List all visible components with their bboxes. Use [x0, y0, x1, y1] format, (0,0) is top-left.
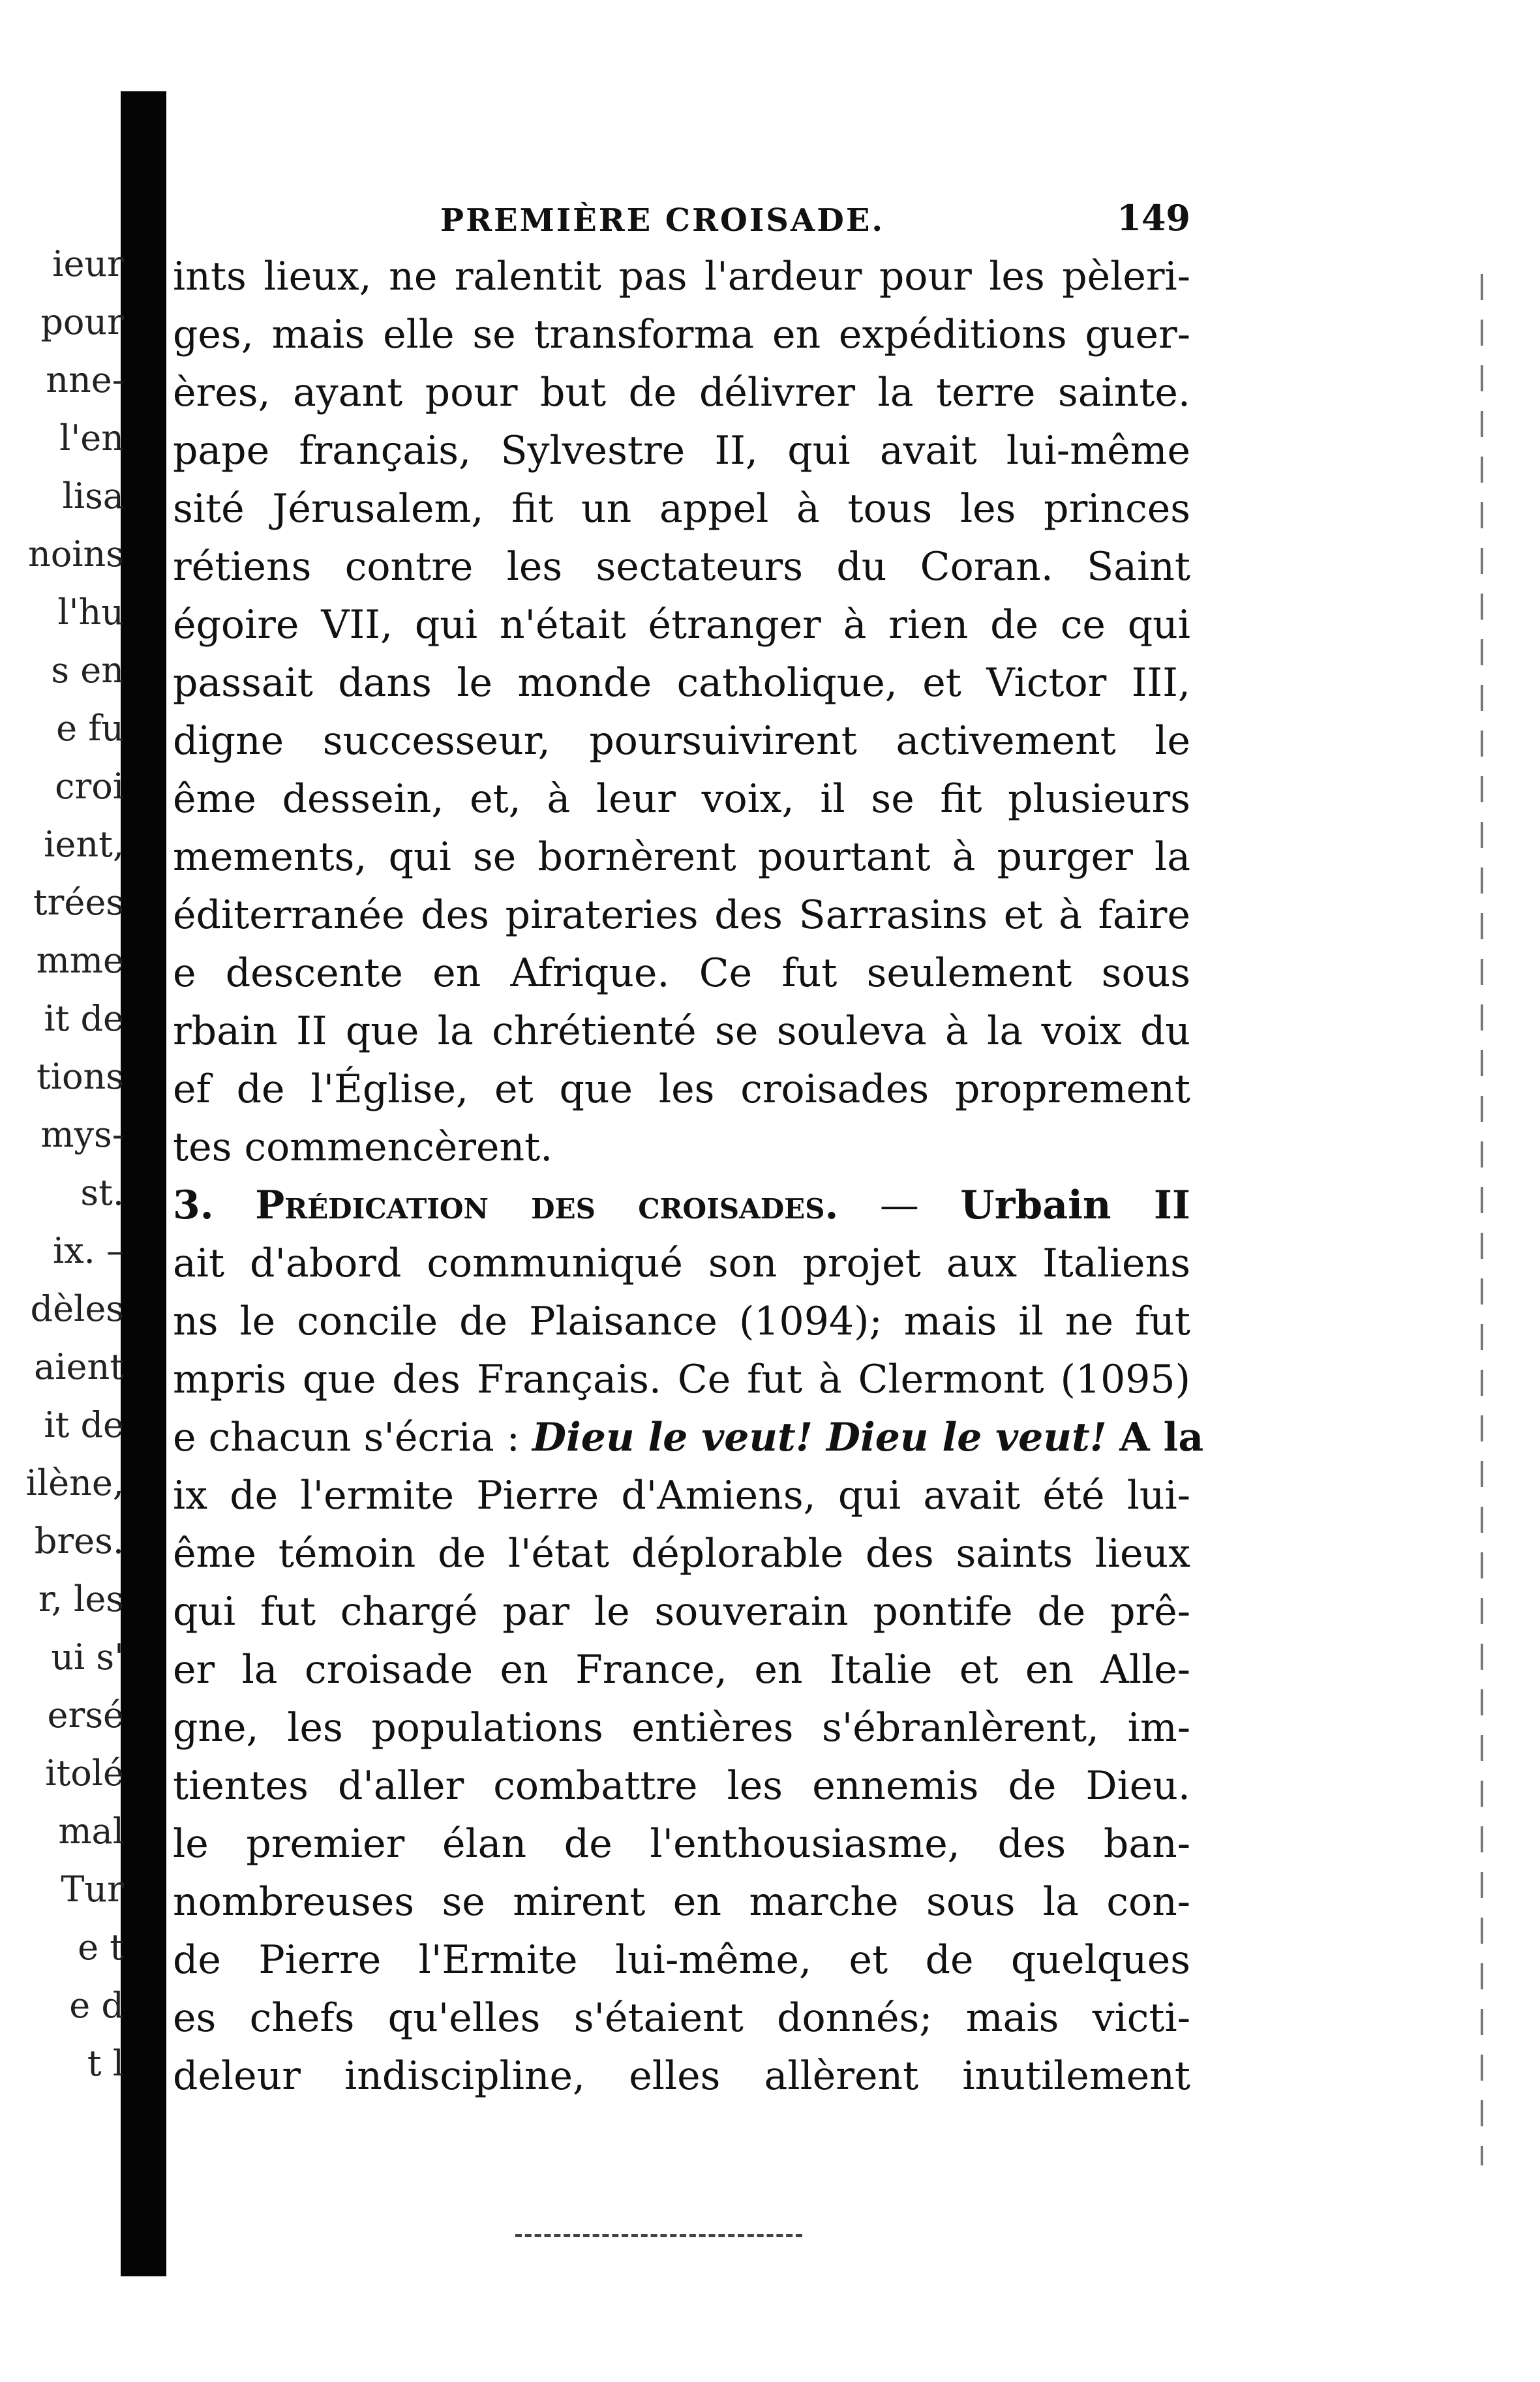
adjacent-page-fragment: trées	[33, 882, 124, 923]
paragraph-1	[173, 248, 1190, 1177]
text-line: ême témoin de l'état déplorable des saints lieux	[173, 1531, 1190, 1576]
section-first-line-rest: Urbain II	[960, 1183, 1190, 1228]
text-line: er la croisade en France, en Italie et en Alle-	[173, 1647, 1190, 1693]
page-number: 149	[1117, 197, 1190, 239]
text-line: égoire VII, qui n'était étranger à rien de ce qui	[173, 602, 1190, 648]
adjacent-page-fragment: ui s'	[51, 1636, 124, 1678]
adjacent-page-fragment: pour	[40, 301, 124, 342]
adjacent-page-fragment: mys-	[40, 1114, 124, 1155]
text-line: sité Jérusalem, fit un appel à tous les princes	[173, 486, 1190, 532]
adjacent-page-fragment: e fu	[56, 708, 124, 749]
adjacent-page-fragment: mal	[58, 1811, 124, 1852]
page-header	[166, 189, 1197, 241]
text-line: mements, qui se bornèrent pourtant à purger la	[173, 834, 1190, 880]
adjacent-page-fragment: l'hu	[57, 592, 124, 633]
text-line: ges, mais elle se transforma en expéditions guer-	[173, 312, 1190, 357]
text-line: tes commencèrent.	[173, 1124, 553, 1170]
text-line-end: A la	[1119, 1415, 1204, 1460]
adjacent-page-fragment: t l	[87, 2043, 124, 2084]
adjacent-page-fragment: lisa	[62, 475, 124, 517]
text-line: rbain II que la chrétienté se souleva à la voix du	[173, 1008, 1190, 1054]
adjacent-page-fragment: Tur	[61, 1869, 124, 1910]
adjacent-page-fragment: bres.	[34, 1520, 124, 1561]
body-text	[173, 248, 1204, 2105]
text-line: pape français, Sylvestre II, qui avait lui-même	[173, 428, 1190, 474]
print-smudge	[515, 2234, 802, 2244]
adjacent-page-fragment: tions	[37, 1056, 124, 1097]
running-head: PREMIÈRE CROISADE.	[440, 202, 885, 239]
text-line: le premier élan de l'enthousiasme, des ban-	[173, 1821, 1190, 1867]
text-line: rétiens contre les sectateurs du Coran. Saint	[173, 544, 1190, 590]
adjacent-page-fragment: itolé	[45, 1753, 124, 1794]
adjacent-page-fragment: it de	[44, 998, 124, 1039]
adjacent-page-fragment: e t	[78, 1927, 124, 1968]
text-line: de Pierre l'Ermite lui-même, et de quelques	[173, 1937, 1190, 1983]
text-line: ints lieux, ne ralentit pas l'ardeur pour les pèleri-	[173, 254, 1190, 299]
text-line: ait d'abord communiqué son projet aux Italiens	[173, 1241, 1190, 1286]
text-line-start: e chacun s'écria :	[173, 1415, 520, 1460]
text-line: ères, ayant pour but de délivrer la terre sainte.	[173, 370, 1190, 415]
adjacent-page-fragment: ient,	[44, 824, 124, 865]
adjacent-page-fragment: st.	[80, 1172, 124, 1213]
adjacent-page-fragment: s en	[51, 650, 124, 691]
section-dash: —	[879, 1183, 919, 1228]
text-line: qui fut chargé par le souverain pontife de prê-	[173, 1589, 1190, 1635]
text-line: ême dessein, et, à leur voix, il se fit plusieurs	[173, 776, 1190, 822]
text-line: es chefs qu'elles s'étaient donnés; mais victi-	[173, 1995, 1190, 2041]
text-line: gne, les populations entières s'ébranlèrent, im-	[173, 1705, 1190, 1751]
section-number: 3.	[173, 1183, 214, 1228]
text-line: ef de l'Église, et que les croisades proprement	[173, 1066, 1190, 1112]
adjacent-page-fragment: ieur	[52, 243, 124, 284]
adjacent-page-fragment: ersé	[47, 1695, 124, 1736]
adjacent-page-fragment: dèles	[30, 1288, 124, 1329]
adjacent-page-fragment: r, les	[38, 1578, 124, 1620]
exclamation-line	[173, 1409, 1204, 1467]
text-line: ix de l'ermite Pierre d'Amiens, qui avait été lui-	[173, 1473, 1190, 1518]
adjacent-page-fragment: e d	[69, 1985, 124, 2026]
adjacent-page-fragment: aient	[34, 1346, 124, 1387]
text-line: nombreuses se mirent en marche sous la con-	[173, 1879, 1190, 1925]
adjacent-page-fragment: noins	[27, 534, 124, 575]
text-line: mpris que des Français. Ce fut à Clermont (1095)	[173, 1357, 1190, 1402]
text-line: tientes d'aller combattre les ennemis de Dieu.	[173, 1763, 1190, 1809]
text-line: passait dans le monde catholique, et Victor III,	[173, 660, 1190, 706]
section-heading-line	[173, 1177, 1190, 1235]
adjacent-page-fragment: l'en	[59, 417, 124, 459]
adjacent-page-fragment: ilène,	[25, 1462, 124, 1503]
adjacent-page-fragment: nne-	[46, 359, 124, 400]
adjacent-page-fragment: ix. –	[52, 1230, 124, 1271]
text-line: éditerranée des pirateries des Sarrasins et à faire	[173, 892, 1190, 938]
section-title: Prédication des croisades.	[255, 1183, 839, 1228]
exclamation: Dieu le veut! Dieu le veut!	[532, 1415, 1108, 1460]
text-line: e descente en Afrique. Ce fut seulement sous	[173, 950, 1190, 996]
scanner-gutter-shadow	[121, 91, 166, 2276]
text-line: ns le concile de Plaisance (1094); mais il ne fut	[173, 1299, 1190, 1344]
adjacent-page-fragment: it de	[44, 1404, 124, 1445]
text-line: deleur indiscipline, elles allèrent inutilement	[173, 2053, 1190, 2099]
text-line: digne successeur, poursuivirent activement le	[173, 718, 1190, 764]
adjacent-page-fragments	[13, 235, 124, 2092]
page-edge-mark	[1481, 274, 1483, 2165]
adjacent-page-fragment: mme	[36, 940, 124, 981]
adjacent-page-fragment: croi	[55, 766, 124, 807]
